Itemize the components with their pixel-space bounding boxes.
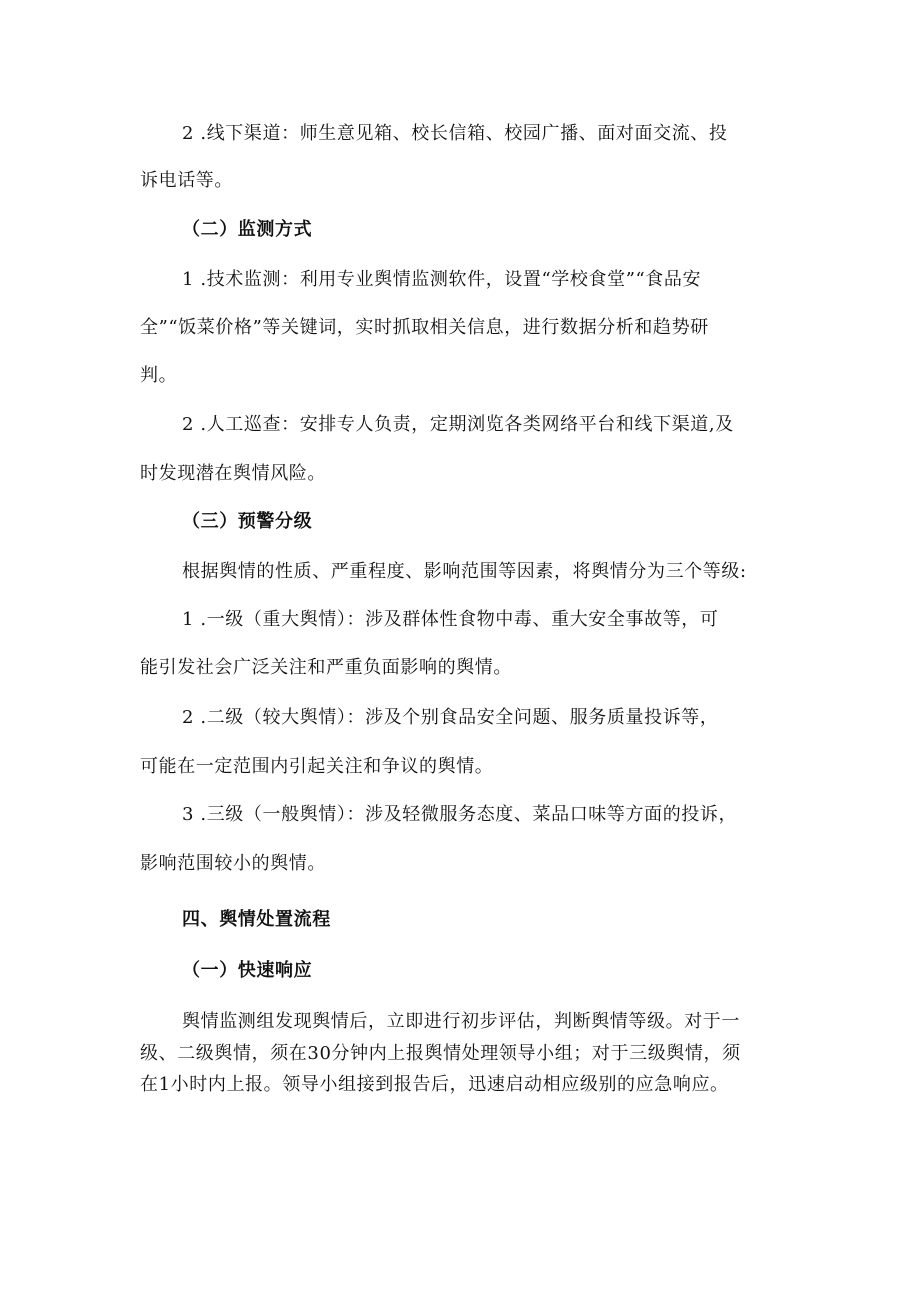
paragraph-line: 2 .线下渠道：师生意见箱、校长信箱、校园广播、面对面交流、投: [182, 123, 728, 144]
paragraph-line: 2 .人工巡查：安排专人负责，定期浏览各类网络平台和线下渠道,及: [182, 414, 734, 435]
section-heading: （三）预警分级: [182, 511, 313, 532]
paragraph-line: 时发现潜在舆情风险。: [140, 463, 326, 484]
paragraph-line: 诉电话等。: [140, 170, 233, 191]
paragraph-line: 级、二级舆情，须在30分钟内上报舆情处理领导小组；对于三级舆情，须: [140, 1043, 741, 1064]
paragraph-line: 可能在一定范围内引起关注和争议的舆情。: [140, 756, 494, 777]
paragraph-line: 影响范围较小的舆情。: [140, 853, 326, 874]
paragraph-line: 舆情监测组发现舆情后，立即进行初步评估，判断舆情等级。对于一: [182, 1011, 740, 1032]
paragraph-line: 1 .一级（重大舆情）：涉及群体性食物中毒、重大安全事故等，可: [182, 609, 719, 630]
paragraph-line: 判。: [140, 365, 178, 386]
paragraph-line: 全”“饭菜价格”等关键词，实时抓取相关信息，进行数据分析和趋势研: [140, 317, 709, 338]
paragraph-line: 1 .技术监测：利用专业舆情监测软件，设置“学校食堂”“食品安: [182, 269, 702, 290]
paragraph-line: 2 .二级（较大舆情）：涉及个别食品安全问题、服务质量投诉等，: [182, 707, 719, 728]
paragraph-line: 在1小时内上报。领导小组接到报告后，迅速启动相应级别的应急响应。: [140, 1074, 729, 1095]
paragraph-line: 能引发社会广泛关注和严重负面影响的舆情。: [140, 657, 512, 678]
paragraph-line: 根据舆情的性质、严重程度、影响范围等因素，将舆情分为三个等级:: [182, 561, 747, 582]
section-heading: （一）快速响应: [182, 960, 313, 981]
chapter-heading: 四、舆情处置流程: [182, 909, 331, 930]
paragraph-line: 3 .三级（一般舆情）：涉及轻微服务态度、菜品口味等方面的投诉，: [182, 804, 738, 825]
section-heading: （二）监测方式: [182, 219, 313, 240]
